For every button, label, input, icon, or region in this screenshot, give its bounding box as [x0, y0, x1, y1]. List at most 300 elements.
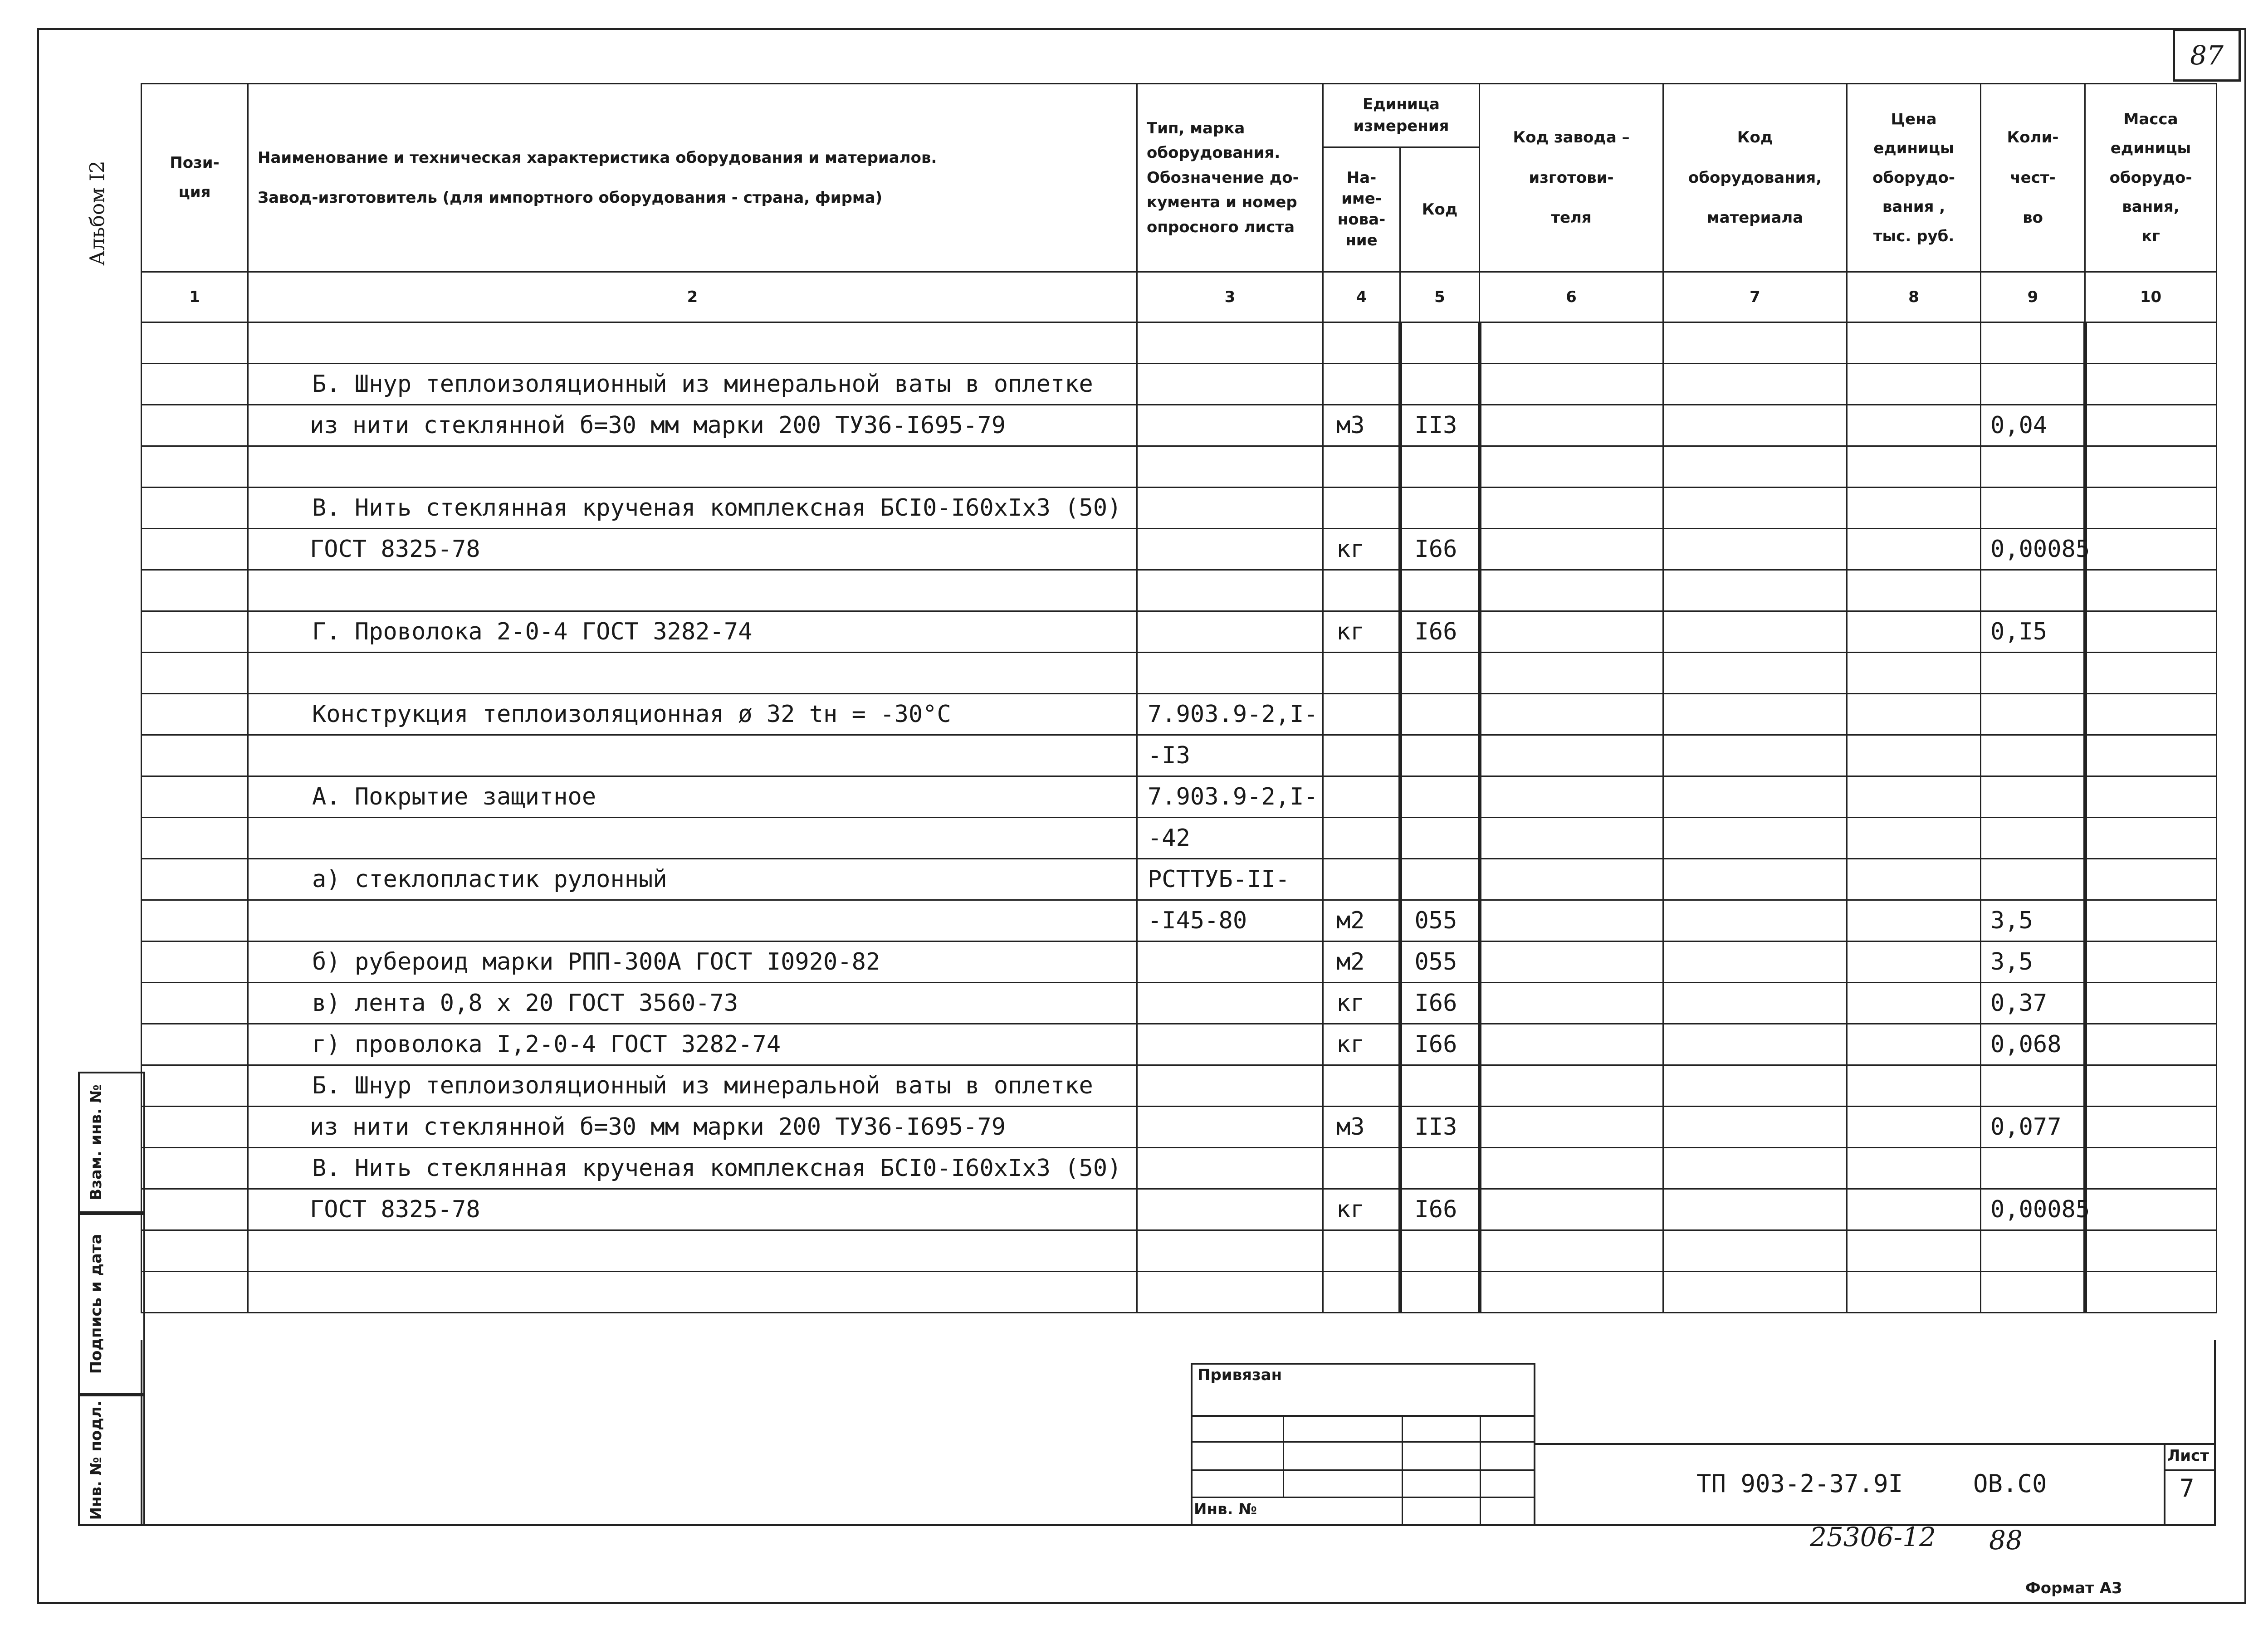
table-row	[142, 446, 2217, 488]
col-num-6: 6	[1480, 272, 1663, 322]
doc-mark: ОВ.С0	[1973, 1469, 2047, 1498]
cell-empty	[2085, 364, 2217, 405]
cell-code	[1400, 776, 1480, 818]
cell-unit: кг	[1323, 1189, 1400, 1230]
col-num-9: 9	[1981, 272, 2085, 322]
cell-empty	[1480, 1272, 1663, 1313]
table-row	[142, 818, 2217, 859]
cell-empty	[1663, 611, 1847, 653]
cell-unit: кг	[1323, 529, 1400, 570]
cell-code	[1400, 1065, 1480, 1107]
cell-doc	[1137, 1230, 1323, 1272]
cell-empty	[1480, 1230, 1663, 1272]
cell-empty	[1847, 446, 1981, 488]
cell-code: I66	[1400, 529, 1480, 570]
cell-empty	[142, 1065, 248, 1107]
stamp-podpis-data: Подпись и дата	[78, 1213, 145, 1395]
cell-empty	[1847, 900, 1981, 941]
header-col9: Коли- чест- во	[1981, 84, 2085, 272]
cell-name	[248, 735, 1137, 776]
cell-unit	[1323, 488, 1400, 529]
cell-empty	[1480, 446, 1663, 488]
cell-qty	[1981, 1065, 2085, 1107]
cell-code: I66	[1400, 983, 1480, 1024]
cell-empty	[142, 1148, 248, 1189]
cell-name: а) стеклопластик рулонный	[248, 859, 1137, 900]
cell-empty	[1663, 1148, 1847, 1189]
cell-name: г) проволока I,2-0-4 ГОСТ 3282-74	[248, 1024, 1137, 1065]
cell-doc	[1137, 322, 1323, 364]
cell-doc: -I3	[1137, 735, 1323, 776]
cell-doc	[1137, 941, 1323, 983]
cell-empty	[2085, 1189, 2217, 1230]
cell-empty	[1663, 405, 1847, 446]
cell-doc	[1137, 1148, 1323, 1189]
cell-empty	[2085, 900, 2217, 941]
cell-empty	[1480, 405, 1663, 446]
table-row	[142, 529, 2217, 570]
cell-empty	[1480, 735, 1663, 776]
col-num-8: 8	[1847, 272, 1981, 322]
cell-unit	[1323, 735, 1400, 776]
cell-name: ГОСТ 8325-78	[248, 529, 1137, 570]
cell-unit	[1323, 653, 1400, 694]
cell-empty	[2085, 1107, 2217, 1148]
table-row	[142, 1065, 2217, 1107]
cell-empty	[1480, 859, 1663, 900]
cell-empty	[1663, 1189, 1847, 1230]
cell-empty	[2085, 446, 2217, 488]
cell-empty	[2085, 941, 2217, 983]
header-col1: Пози- ция	[142, 84, 248, 272]
cell-empty	[1847, 570, 1981, 611]
cell-unit: м2	[1323, 900, 1400, 941]
cell-empty	[142, 529, 248, 570]
cell-empty	[1480, 364, 1663, 405]
cell-doc	[1137, 405, 1323, 446]
col-num-3: 3	[1137, 272, 1323, 322]
cell-unit	[1323, 1065, 1400, 1107]
header-unit-group: Единица измерения	[1323, 84, 1480, 147]
col-num-1: 1	[142, 272, 248, 322]
cell-empty	[1663, 1230, 1847, 1272]
cell-code	[1400, 1148, 1480, 1189]
cell-empty	[2085, 611, 2217, 653]
cell-unit: м3	[1323, 1107, 1400, 1148]
cell-name	[248, 818, 1137, 859]
table-body	[142, 322, 2217, 1313]
table-row	[142, 1107, 2217, 1148]
cell-empty	[1847, 1189, 1981, 1230]
header-col5: Код	[1400, 147, 1480, 272]
cell-empty	[1480, 694, 1663, 735]
header-col8: Цена единицы оборудо- вания , тыс. руб.	[1847, 84, 1981, 272]
table-row	[142, 983, 2217, 1024]
cell-unit: кг	[1323, 983, 1400, 1024]
album-label: Альбом I2	[86, 161, 109, 266]
table-row	[142, 859, 2217, 900]
cell-empty	[142, 405, 248, 446]
cell-name: В. Нить стеклянная крученая комплексная БСI0-I60хIх3 (50)	[248, 488, 1137, 529]
cell-name: А. Покрытие защитное	[248, 776, 1137, 818]
cell-empty	[1847, 405, 1981, 446]
cell-name: Б. Шнур теплоизоляционный из минеральной ваты в оплетке	[248, 1065, 1137, 1107]
cell-code	[1400, 364, 1480, 405]
cell-doc	[1137, 653, 1323, 694]
cell-empty	[1480, 1189, 1663, 1230]
column-number-row	[142, 272, 2217, 322]
stamp-inv-podl: Инв. № подл.	[78, 1395, 145, 1526]
header-row-1	[142, 84, 2217, 147]
handwritten-archive-number: 25306-12	[1810, 1522, 1936, 1552]
cell-empty	[1847, 983, 1981, 1024]
cell-name: Г. Проволока 2-0-4 ГОСТ 3282-74	[248, 611, 1137, 653]
cell-unit	[1323, 859, 1400, 900]
cell-empty	[1847, 1272, 1981, 1313]
cell-doc	[1137, 983, 1323, 1024]
cell-empty	[1663, 983, 1847, 1024]
cell-unit	[1323, 776, 1400, 818]
cell-empty	[1663, 735, 1847, 776]
cell-qty	[1981, 322, 2085, 364]
cell-doc	[1137, 611, 1323, 653]
cell-empty	[2085, 859, 2217, 900]
cell-empty	[1663, 694, 1847, 735]
cell-empty	[1847, 1024, 1981, 1065]
cell-code	[1400, 322, 1480, 364]
cell-empty	[1663, 818, 1847, 859]
cell-empty	[1847, 941, 1981, 983]
cell-empty	[1847, 776, 1981, 818]
cell-empty	[1480, 983, 1663, 1024]
cell-name: Б. Шнур теплоизоляционный из минеральной ваты в оплетке	[248, 364, 1137, 405]
cell-qty	[1981, 446, 2085, 488]
cell-unit	[1323, 446, 1400, 488]
cell-code	[1400, 653, 1480, 694]
cell-empty	[1847, 694, 1981, 735]
cell-empty	[142, 1107, 248, 1148]
cell-code	[1400, 818, 1480, 859]
cell-empty	[1847, 529, 1981, 570]
cell-code: 055	[1400, 900, 1480, 941]
cell-qty: 3,5	[1981, 900, 2085, 941]
cell-qty	[1981, 859, 2085, 900]
table-row	[142, 488, 2217, 529]
col-num-7: 7	[1663, 272, 1847, 322]
cell-qty: 0,077	[1981, 1107, 2085, 1148]
cell-doc	[1137, 529, 1323, 570]
handwritten-page-number: 88	[1989, 1525, 2023, 1556]
cell-code: II3	[1400, 405, 1480, 446]
table-row	[142, 364, 2217, 405]
sheet-box-divider	[2164, 1469, 2216, 1471]
cell-empty	[1480, 900, 1663, 941]
cell-unit	[1323, 364, 1400, 405]
cell-empty	[1847, 364, 1981, 405]
cell-empty	[1847, 653, 1981, 694]
cell-empty	[142, 983, 248, 1024]
cell-empty	[1480, 1024, 1663, 1065]
cell-empty	[1480, 322, 1663, 364]
header-col10: Масса единицы оборудо- вания, кг	[2085, 84, 2217, 272]
cell-empty	[142, 653, 248, 694]
header-col6: Код завода – изготови- теля	[1480, 84, 1663, 272]
cell-empty	[1480, 653, 1663, 694]
header-col3: Тип, марка оборудования. Обозначение до- кумента и номер опросного листа	[1137, 84, 1323, 272]
cell-empty	[142, 322, 248, 364]
cell-empty	[2085, 570, 2217, 611]
cell-doc	[1137, 1065, 1323, 1107]
cell-name	[248, 446, 1137, 488]
cell-empty	[2085, 1024, 2217, 1065]
cell-empty	[142, 446, 248, 488]
cell-empty	[2085, 1148, 2217, 1189]
cell-empty	[1847, 1065, 1981, 1107]
cell-qty	[1981, 776, 2085, 818]
header-col4: На- име- нова- ние	[1323, 147, 1400, 272]
cell-qty	[1981, 488, 2085, 529]
cell-doc	[1137, 1272, 1323, 1313]
cell-qty: 0,00085	[1981, 1189, 2085, 1230]
cell-unit	[1323, 1230, 1400, 1272]
cell-empty	[1663, 941, 1847, 983]
cell-empty	[142, 735, 248, 776]
cell-name	[248, 653, 1137, 694]
cell-qty: 0,I5	[1981, 611, 2085, 653]
cell-unit: м3	[1323, 405, 1400, 446]
cell-doc	[1137, 1107, 1323, 1148]
table-row	[142, 900, 2217, 941]
cell-empty	[142, 1024, 248, 1065]
table-row	[142, 322, 2217, 364]
col-num-2: 2	[248, 272, 1137, 322]
cell-qty	[1981, 735, 2085, 776]
cell-doc	[1137, 570, 1323, 611]
cell-unit: м2	[1323, 941, 1400, 983]
cell-code: II3	[1400, 1107, 1480, 1148]
cell-qty	[1981, 1272, 2085, 1313]
cell-name: Конструкция теплоизоляционная ø 32 tн = -30°С	[248, 694, 1137, 735]
cell-empty	[2085, 818, 2217, 859]
tb-vline-1	[1283, 1415, 1284, 1497]
cell-unit	[1323, 1148, 1400, 1189]
cell-empty	[1847, 859, 1981, 900]
cell-code	[1400, 735, 1480, 776]
cell-code	[1400, 1230, 1480, 1272]
cell-empty	[142, 488, 248, 529]
cell-qty	[1981, 364, 2085, 405]
tb-line-3	[1191, 1469, 1535, 1471]
cell-empty	[1663, 776, 1847, 818]
table-row	[142, 1148, 2217, 1189]
inv-no-label: Инв. №	[1194, 1500, 1257, 1518]
cell-empty	[1480, 941, 1663, 983]
cell-unit	[1323, 322, 1400, 364]
cell-empty	[1847, 611, 1981, 653]
sheet-label: Лист	[2167, 1447, 2209, 1465]
col-num-4: 4	[1323, 272, 1400, 322]
header-col2: Наименование и техническая характеристика оборудования и материалов. Завод-изготовитель (для импортного оборудования - страна, фирма)	[248, 84, 1137, 272]
cell-empty	[1663, 1024, 1847, 1065]
cell-empty	[1847, 1107, 1981, 1148]
stamp-vzam-inv: Взам. инв. №	[78, 1072, 145, 1213]
cell-empty	[2085, 529, 2217, 570]
cell-code	[1400, 1272, 1480, 1313]
cell-empty	[2085, 1272, 2217, 1313]
cell-empty	[2085, 488, 2217, 529]
cell-name	[248, 1230, 1137, 1272]
cell-unit	[1323, 694, 1400, 735]
cell-doc	[1137, 1024, 1323, 1065]
cell-empty	[2085, 776, 2217, 818]
cell-empty	[1480, 611, 1663, 653]
cell-empty	[1480, 1148, 1663, 1189]
specification-table	[141, 83, 2217, 1313]
table-row	[142, 1272, 2217, 1313]
cell-empty	[1847, 322, 1981, 364]
cell-doc: РСТТУБ-II-	[1137, 859, 1323, 900]
cell-qty	[1981, 1230, 2085, 1272]
cell-name	[248, 570, 1137, 611]
cell-empty	[2085, 1230, 2217, 1272]
cell-code	[1400, 859, 1480, 900]
table-row	[142, 1024, 2217, 1065]
header-col7: Код оборудования, материала	[1663, 84, 1847, 272]
cell-empty	[1663, 570, 1847, 611]
cell-unit: кг	[1323, 1024, 1400, 1065]
cell-empty	[1663, 1065, 1847, 1107]
cell-empty	[1847, 488, 1981, 529]
col-num-10: 10	[2085, 272, 2217, 322]
cell-qty	[1981, 694, 2085, 735]
tb-line-1	[1191, 1415, 1535, 1417]
cell-empty	[2085, 1065, 2217, 1107]
cell-empty	[142, 776, 248, 818]
cell-empty	[142, 900, 248, 941]
cell-doc: 7.903.9-2,I-	[1137, 776, 1323, 818]
cell-empty	[2085, 735, 2217, 776]
cell-empty	[1847, 735, 1981, 776]
tb-vline-2	[1402, 1415, 1403, 1526]
cell-qty	[1981, 1148, 2085, 1189]
cell-qty	[1981, 570, 2085, 611]
cell-name: из нити стеклянной б=30 мм марки 200 ТУ36-I695-79	[248, 405, 1137, 446]
cell-empty	[1663, 322, 1847, 364]
cell-code	[1400, 488, 1480, 529]
cell-empty	[1847, 1230, 1981, 1272]
cell-code: I66	[1400, 1024, 1480, 1065]
cell-doc	[1137, 364, 1323, 405]
cell-doc: -42	[1137, 818, 1323, 859]
cell-empty	[1480, 776, 1663, 818]
cell-qty: 3,5	[1981, 941, 2085, 983]
format-label: Формат А3	[2025, 1579, 2122, 1597]
doc-code: ТП 903-2-37.9I	[1696, 1469, 1903, 1498]
doc-block-top-line	[1535, 1443, 2216, 1445]
cell-code	[1400, 570, 1480, 611]
tb-line-2	[1191, 1441, 1535, 1443]
cell-name: В. Нить стеклянная крученая комплексная БСI0-I60хIх3 (50)	[248, 1148, 1137, 1189]
cell-empty	[1480, 488, 1663, 529]
cell-code: I66	[1400, 1189, 1480, 1230]
cell-empty	[1480, 529, 1663, 570]
table-row	[142, 694, 2217, 735]
cell-empty	[1663, 859, 1847, 900]
cell-name	[248, 900, 1137, 941]
cell-name: ГОСТ 8325-78	[248, 1189, 1137, 1230]
cell-empty	[2085, 322, 2217, 364]
table-row	[142, 405, 2217, 446]
cell-empty	[2085, 983, 2217, 1024]
handwritten-sheet-number: 87	[2173, 29, 2241, 82]
cell-empty	[1663, 446, 1847, 488]
cell-empty	[142, 570, 248, 611]
cell-code	[1400, 446, 1480, 488]
cell-empty	[1663, 653, 1847, 694]
cell-unit	[1323, 1272, 1400, 1313]
cell-empty	[1663, 1107, 1847, 1148]
cell-empty	[142, 1272, 248, 1313]
cell-doc	[1137, 488, 1323, 529]
cell-doc	[1137, 446, 1323, 488]
cell-qty: 0,37	[1981, 983, 2085, 1024]
cell-code	[1400, 694, 1480, 735]
table-row	[142, 1230, 2217, 1272]
cell-unit	[1323, 570, 1400, 611]
cell-doc	[1137, 1189, 1323, 1230]
cell-doc: 7.903.9-2,I-	[1137, 694, 1323, 735]
cell-name: б) рубероид марки РПП-300А ГОСТ I0920-82	[248, 941, 1137, 983]
cell-qty	[1981, 818, 2085, 859]
table-row	[142, 1189, 2217, 1230]
tb-line-4	[1191, 1497, 1535, 1498]
cell-qty: 0,00085	[1981, 529, 2085, 570]
cell-empty	[1663, 488, 1847, 529]
cell-empty	[142, 859, 248, 900]
table-row	[142, 776, 2217, 818]
cell-code: 055	[1400, 941, 1480, 983]
cell-empty	[142, 1230, 248, 1272]
cell-qty: 0,04	[1981, 405, 2085, 446]
table-row	[142, 611, 2217, 653]
cell-empty	[1663, 1272, 1847, 1313]
cell-unit	[1323, 818, 1400, 859]
cell-qty	[1981, 653, 2085, 694]
cell-name	[248, 1272, 1137, 1313]
cell-empty	[1663, 900, 1847, 941]
cell-empty	[142, 818, 248, 859]
cell-qty: 0,068	[1981, 1024, 2085, 1065]
cell-empty	[1847, 818, 1981, 859]
cell-empty	[1480, 818, 1663, 859]
cell-empty	[2085, 653, 2217, 694]
table-row	[142, 570, 2217, 611]
cell-empty	[1663, 364, 1847, 405]
cell-empty	[1847, 1148, 1981, 1189]
cell-empty	[142, 694, 248, 735]
cell-unit: кг	[1323, 611, 1400, 653]
table-row	[142, 653, 2217, 694]
cell-empty	[142, 941, 248, 983]
col-num-5: 5	[1400, 272, 1480, 322]
title-block-area	[141, 1340, 2216, 1526]
table-row	[142, 941, 2217, 983]
cell-empty	[2085, 405, 2217, 446]
cell-empty	[1663, 529, 1847, 570]
cell-empty	[142, 364, 248, 405]
cell-name	[248, 322, 1137, 364]
cell-empty	[1480, 1065, 1663, 1107]
